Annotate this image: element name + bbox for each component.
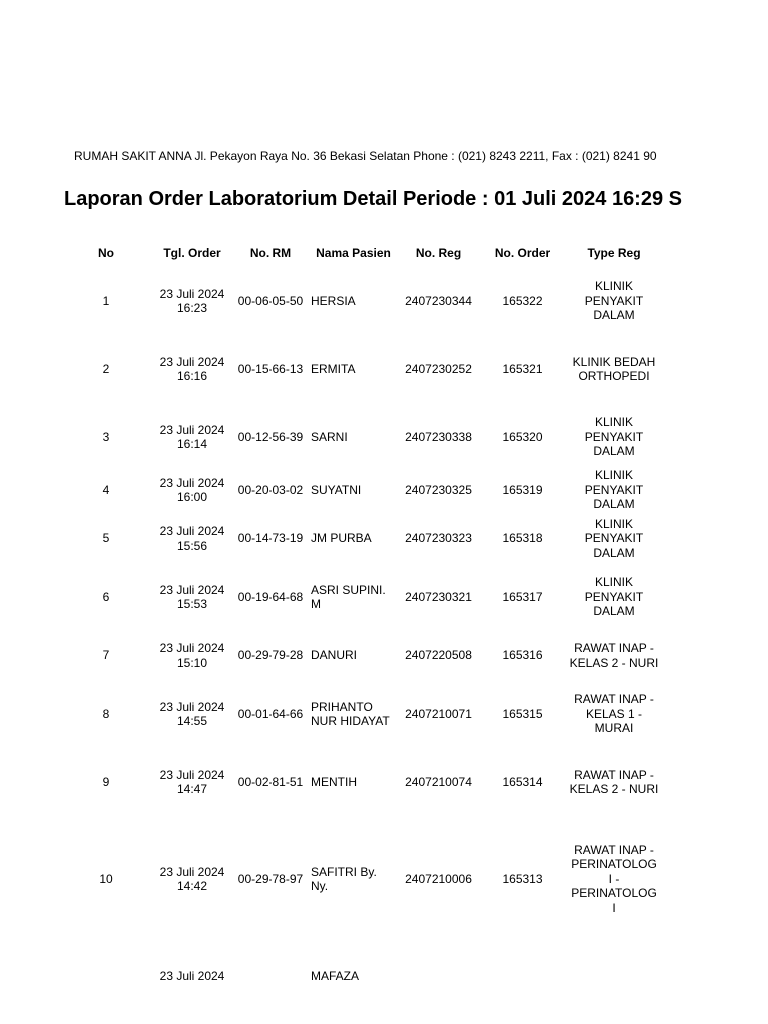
table-row bbox=[60, 330, 662, 408]
cell-no-rm: 00-29-78-97 bbox=[237, 871, 304, 886]
cell-nama-pasien: JM PURBA bbox=[311, 531, 372, 546]
cell-tgl-order: 23 Juli 2024 14:55 bbox=[159, 699, 225, 728]
cell-no-reg: 2407210071 bbox=[405, 706, 472, 721]
cell-nama-pasien: MENTIH bbox=[311, 774, 357, 789]
table-row bbox=[60, 748, 662, 816]
cell-tgl-order: 23 Juli 2024 16:14 bbox=[159, 422, 225, 451]
cell-no-order: 165317 bbox=[502, 589, 543, 604]
cell-tgl-order: 23 Juli 2024 15:53 bbox=[159, 582, 225, 611]
cell-no-rm: 00-06-05-50 bbox=[237, 293, 304, 308]
column-header-no-rm: No. RM bbox=[249, 245, 292, 260]
cell-no-order: 165319 bbox=[502, 482, 543, 497]
cell-type-reg: RAWAT INAP - KELAS 2 - NURI bbox=[569, 767, 659, 796]
cell-no: 9 bbox=[102, 774, 110, 789]
cell-nama-pasien: DANURI bbox=[311, 648, 358, 663]
table-row bbox=[60, 680, 662, 748]
cell-no: 8 bbox=[102, 706, 110, 721]
cell-type-reg: KLINIK PENYAKIT DALAM bbox=[584, 415, 644, 459]
column-header-type-reg: Type Reg bbox=[587, 245, 641, 260]
cell-type-reg: KLINIK BEDAH ORTHOPEDI bbox=[572, 354, 656, 383]
cell-no-reg: 2407210006 bbox=[405, 871, 472, 886]
cell-no-rm: 00-02-81-51 bbox=[237, 774, 304, 789]
cell-tgl-order: 23 Juli 2024 16:16 bbox=[159, 354, 225, 383]
cell-type-reg: RAWAT INAP - KELAS 2 - NURI bbox=[569, 641, 659, 670]
lab-order-table bbox=[60, 234, 662, 1010]
cell-no: 1 bbox=[102, 293, 110, 308]
cell-no-order: 165316 bbox=[502, 648, 543, 663]
cell-no: 3 bbox=[102, 429, 110, 444]
cell-no-reg: 2407230325 bbox=[405, 482, 472, 497]
column-header-no-order: No. Order bbox=[494, 245, 551, 260]
table-row bbox=[60, 408, 662, 466]
cell-no-rm: 00-29-79-28 bbox=[237, 648, 304, 663]
cell-no-order: 165313 bbox=[502, 871, 543, 886]
cell-tgl-order: 23 Juli 2024 bbox=[159, 968, 225, 983]
table-row bbox=[60, 514, 662, 563]
cell-tgl-order: 23 Juli 2024 15:10 bbox=[159, 641, 225, 670]
cell-no-reg: 2407230321 bbox=[405, 589, 472, 604]
cell-tgl-order: 23 Juli 2024 15:56 bbox=[159, 524, 225, 553]
cell-nama-pasien: MAFAZA bbox=[311, 968, 360, 983]
cell-tgl-order: 23 Juli 2024 14:42 bbox=[159, 864, 225, 893]
cell-no-order: 165318 bbox=[502, 531, 543, 546]
table-header-row bbox=[60, 234, 662, 272]
table-row bbox=[60, 272, 662, 330]
cell-type-reg: KLINIK PENYAKIT DALAM bbox=[584, 516, 644, 560]
table-row bbox=[60, 816, 662, 942]
cell-no-reg: 2407230344 bbox=[405, 293, 472, 308]
cell-no-reg bbox=[398, 942, 479, 1010]
cell-tgl-order: 23 Juli 2024 16:00 bbox=[159, 475, 225, 504]
table-row bbox=[60, 466, 662, 514]
column-header-no: No bbox=[98, 245, 114, 260]
cell-no-rm: 00-01-64-66 bbox=[237, 706, 304, 721]
cell-no: 10 bbox=[99, 871, 113, 886]
report-page bbox=[60, 0, 682, 983]
cell-type-reg: KLINIK PENYAKIT DALAM bbox=[584, 279, 644, 323]
cell-no-order: 165320 bbox=[502, 429, 543, 444]
hospital-info-line: RUMAH SAKIT ANNA Jl. Pekayon Raya No. 36 Bekasi Selatan Phone : (021) 8243 2211, Fax : (021) 8241 90 bbox=[74, 149, 657, 163]
cell-tgl-order: 23 Juli 2024 16:23 bbox=[159, 286, 225, 315]
cell-no: 6 bbox=[102, 589, 110, 604]
cell-no-rm: 00-14-73-19 bbox=[237, 531, 304, 546]
cell-type-reg: RAWAT INAP - KELAS 1 - MURAI bbox=[574, 692, 654, 736]
report-title: Laporan Order Laboratorium Detail Periode : 01 Juli 2024 16:29 S bbox=[64, 188, 682, 210]
cell-nama-pasien: ASRI SUPINI. M bbox=[311, 582, 386, 611]
cell-tgl-order: 23 Juli 2024 14:47 bbox=[159, 767, 225, 796]
cell-no-reg: 2407230323 bbox=[405, 531, 472, 546]
column-header-nama-pasien: Nama Pasien bbox=[316, 245, 391, 260]
cell-no bbox=[60, 942, 152, 1010]
cell-type-reg bbox=[566, 942, 662, 1010]
table-row bbox=[60, 631, 662, 680]
cell-no-rm: 00-20-03-02 bbox=[237, 482, 304, 497]
table-row bbox=[60, 563, 662, 631]
cell-no-order: 165322 bbox=[502, 293, 543, 308]
cell-no-order bbox=[479, 942, 566, 1010]
cell-no-rm bbox=[232, 942, 309, 1010]
cell-no: 7 bbox=[102, 648, 110, 663]
cell-nama-pasien: SAFITRI By. Ny. bbox=[311, 864, 377, 893]
cell-no: 5 bbox=[102, 531, 110, 546]
table-row bbox=[60, 942, 662, 1010]
cell-nama-pasien: HERSIA bbox=[311, 293, 356, 308]
cell-no: 2 bbox=[102, 361, 110, 376]
cell-nama-pasien: SUYATNI bbox=[311, 482, 362, 497]
cell-no-order: 165314 bbox=[502, 774, 543, 789]
cell-type-reg: KLINIK PENYAKIT DALAM bbox=[584, 468, 644, 512]
cell-no-order: 165321 bbox=[502, 361, 543, 376]
cell-no-reg: 2407220508 bbox=[405, 648, 472, 663]
cell-no-rm: 00-12-56-39 bbox=[237, 429, 304, 444]
cell-no-order: 165315 bbox=[502, 706, 543, 721]
cell-no-rm: 00-19-64-68 bbox=[237, 589, 304, 604]
cell-nama-pasien: ERMITA bbox=[311, 361, 356, 376]
cell-no-reg: 2407210074 bbox=[405, 774, 472, 789]
cell-no-reg: 2407230338 bbox=[405, 429, 472, 444]
cell-nama-pasien: SARNI bbox=[311, 429, 348, 444]
cell-no-rm: 00-15-66-13 bbox=[237, 361, 304, 376]
cell-type-reg: KLINIK PENYAKIT DALAM bbox=[584, 575, 644, 619]
column-header-no-reg: No. Reg bbox=[415, 245, 462, 260]
column-header-tgl-order: Tgl. Order bbox=[163, 245, 221, 260]
cell-no: 4 bbox=[102, 482, 110, 497]
cell-type-reg: RAWAT INAP - PERINATOLOG I - PERINATOLOG I bbox=[571, 842, 657, 915]
cell-nama-pasien: PRIHANTO NUR HIDAYAT bbox=[311, 699, 390, 728]
cell-no-reg: 2407230252 bbox=[405, 361, 472, 376]
